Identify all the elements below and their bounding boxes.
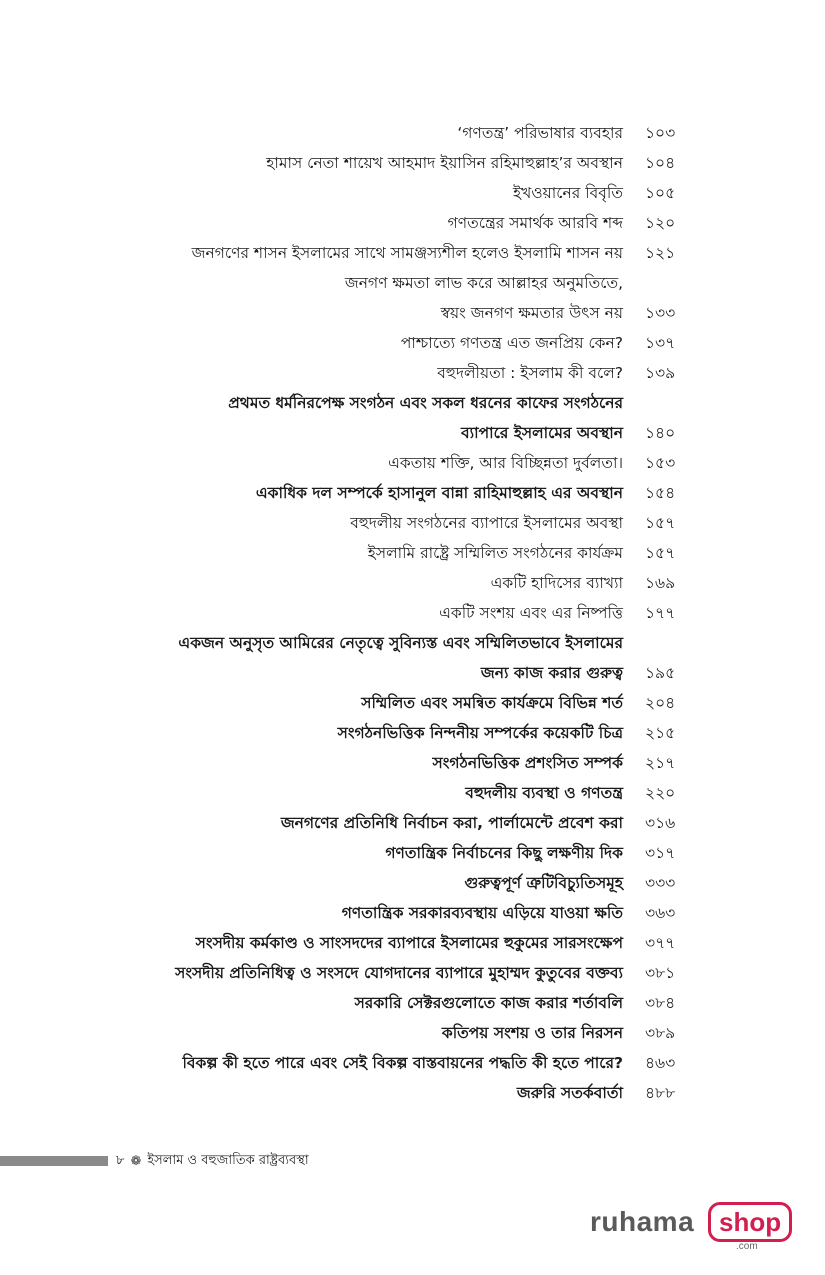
- toc-entry-page: ১৪০: [645, 424, 676, 442]
- toc-entry: [110, 778, 690, 808]
- toc-entry: [110, 748, 690, 778]
- toc-entry: [110, 238, 690, 268]
- toc-entry-page: ২১৭: [645, 754, 676, 772]
- footer-page-number: ৮: [116, 1152, 125, 1168]
- toc-entry-page: ৩১৭: [645, 844, 676, 862]
- toc-entry-title: ব্যাপারে ইসলামের অবস্থান: [461, 424, 623, 442]
- toc-entry-page: ১৬৯: [645, 574, 676, 592]
- toc-entry-title: সম্মিলিত এবং সমন্বিত কার্যক্রমে বিভিন্ন শর্ত: [361, 694, 623, 712]
- toc-entry-page: ৪৮৮: [645, 1084, 676, 1102]
- toc-entry: [110, 388, 690, 418]
- toc-entry-page: ২০৪: [645, 694, 676, 712]
- toc-entry-title: গণতান্ত্রিক সরকারব্যবস্থায় এড়িয়ে যাওয়া ক্ষতি: [341, 904, 623, 922]
- toc-entry: [110, 418, 690, 448]
- toc-entry: [110, 1018, 690, 1048]
- page-footer: [0, 1152, 400, 1170]
- toc-entry-page: ৩৩৩: [645, 874, 676, 892]
- toc-entry: [110, 358, 690, 388]
- toc-entry: [110, 718, 690, 748]
- toc-entry-title: গণতন্ত্রের সমার্থক আরবি শব্দ: [447, 214, 623, 232]
- table-of-contents: [110, 118, 690, 1108]
- toc-entry-page: ৩৬৩: [645, 904, 676, 922]
- toc-entry-page: ১২০: [645, 214, 676, 232]
- toc-entry-page: ২২০: [645, 784, 676, 802]
- toc-entry-title: জনগণের শাসন ইসলামের সাথে সামঞ্জস্যশীল হলেও ইসলামি শাসন নয়: [191, 244, 623, 262]
- toc-entry-page: ১০৩: [645, 124, 676, 142]
- toc-entry: [110, 808, 690, 838]
- toc-entry: [110, 1048, 690, 1078]
- toc-entry-page: ১৭৭: [645, 604, 676, 622]
- toc-entry: [110, 268, 690, 298]
- logo-shop-text: shop: [708, 1202, 792, 1242]
- toc-entry: [110, 838, 690, 868]
- logo-com-text: .com: [736, 1241, 758, 1252]
- toc-entry-page: ১২১: [645, 244, 676, 262]
- toc-entry-title: ইখওয়ানের বিবৃতি: [513, 184, 623, 202]
- toc-entry-title: বহুদলীয়তা : ইসলাম কী বলে?: [437, 364, 623, 382]
- toc-entry-title: সরকারি সেক্টরগুলোতে কাজ করার শর্তাবলি: [354, 994, 623, 1012]
- toc-entry-title: ইসলামি রাষ্ট্রে সম্মিলিত সংগঠনের কার্যক্রম: [367, 544, 623, 562]
- toc-entry-title: সংগঠনভিত্তিক প্রশংসিত সম্পর্ক: [432, 754, 623, 772]
- toc-entry-page: ১৫৭: [645, 544, 676, 562]
- toc-entry: [110, 148, 690, 178]
- toc-entry-title: বিকল্প কী হতে পারে এবং সেই বিকল্প বাস্তবায়নের পদ্ধতি কী হতে পারে?: [182, 1054, 623, 1072]
- toc-entry-page: ৩৭৭: [645, 934, 676, 952]
- toc-entry-title: জরুরি সতর্কবার্তা: [516, 1084, 623, 1102]
- toc-entry: [110, 328, 690, 358]
- toc-entry: [110, 1078, 690, 1108]
- toc-entry-title: একতায় শক্তি, আর বিচ্ছিন্নতা দুর্বলতা।: [388, 454, 623, 472]
- toc-entry-page: ১৩৩: [645, 304, 676, 322]
- toc-entry-title: জনগণের প্রতিনিধি নির্বাচন করা, পার্লামেন্টে প্রবেশ করা: [280, 814, 623, 832]
- toc-entry: [110, 898, 690, 928]
- toc-entry: [110, 988, 690, 1018]
- logo-ruhama-text: ruhama: [590, 1206, 695, 1237]
- toc-entry-page: ১৩৭: [645, 334, 676, 352]
- footer-book-title: ইসলাম ও বহুজাতিক রাষ্ট্রব্যবস্থা: [147, 1152, 309, 1168]
- toc-entry-title: একটি হাদিসের ব্যাখ্যা: [490, 574, 623, 592]
- toc-entry: [110, 868, 690, 898]
- toc-entry: [110, 478, 690, 508]
- toc-entry-title: প্রথমত ধর্মনিরপেক্ষ সংগঠন এবং সকল ধরনের কাফের সংগঠনের: [228, 394, 623, 412]
- toc-entry-title: সংসদীয় প্রতিনিধিত্ব ও সংসদে যোগদানের ব্যাপারে মুহাম্মদ কুতুবের বক্তব্য: [175, 964, 623, 982]
- toc-entry: [110, 208, 690, 238]
- toc-entry: [110, 508, 690, 538]
- toc-entry-page: ১৫৩: [645, 454, 676, 472]
- toc-entry-title: ‘গণতন্ত্র’ পরিভাষার ব্যবহার: [457, 124, 623, 142]
- toc-entry-page: ১৩৯: [645, 364, 676, 382]
- toc-entry: [110, 688, 690, 718]
- toc-entry: [110, 958, 690, 988]
- toc-entry: [110, 928, 690, 958]
- toc-entry-title: সংগঠনভিত্তিক নিন্দনীয় সম্পর্কের কয়েকটি চিত্র: [337, 724, 623, 742]
- toc-entry-page: ১৫৭: [645, 514, 676, 532]
- toc-entry: [110, 298, 690, 328]
- toc-entry: [110, 568, 690, 598]
- toc-entry-title: স্বয়ং জনগণ ক্ষমতার উৎস নয়: [440, 304, 623, 322]
- toc-entry-title: হামাস নেতা শায়েখ আহমাদ ইয়াসিন রহিমাহুল্লাহ’র অবস্থান: [266, 154, 623, 172]
- flower-ornament-icon: ❁: [130, 1153, 142, 1169]
- toc-entry-title: একাধিক দল সম্পর্কে হাসানুল বান্না রাহিমাহুল্লাহ এর অবস্থান: [255, 484, 623, 502]
- toc-entry-title: জনগণ ক্ষমতা লাভ করে আল্লাহর অনুমতিতে,: [344, 274, 623, 292]
- toc-entry-title: গুরুত্বপূর্ণ ত্রুটিবিচ্যুতিসমূহ: [464, 874, 623, 892]
- toc-entry-title: একটি সংশয় এবং এর নিষ্পত্তি: [439, 604, 623, 622]
- footer-bar: [0, 1156, 108, 1166]
- toc-entry-page: ২১৫: [645, 724, 676, 742]
- toc-entry-page: ১০৪: [645, 154, 676, 172]
- toc-entry: [110, 538, 690, 568]
- toc-entry-title: গণতান্ত্রিক নির্বাচনের কিছু লক্ষণীয় দিক: [385, 844, 623, 862]
- toc-entry-title: জন্য কাজ করার গুরুত্ব: [480, 664, 623, 682]
- toc-entry-page: ১৫৪: [645, 484, 676, 502]
- toc-entry-page: ১০৫: [645, 184, 676, 202]
- toc-entry-title: সংসদীয় কর্মকাণ্ড ও সাংসদদের ব্যাপারে ইসলামের হুকুমের সারসংক্ষেপ: [195, 934, 623, 952]
- toc-entry: [110, 118, 690, 148]
- toc-entry-page: ৪৬৩: [645, 1054, 676, 1072]
- toc-entry-title: একজন অনুসৃত আমিরের নেতৃত্বে সুবিন্যস্ত এবং সম্মিলিতভাবে ইসলামের: [178, 634, 623, 652]
- toc-entry: [110, 598, 690, 628]
- toc-entry: [110, 658, 690, 688]
- toc-entry-page: ৩৮৪: [645, 994, 676, 1012]
- toc-entry-title: কতিপয় সংশয় ও তার নিরসন: [441, 1024, 623, 1042]
- ruhamashop-logo: [590, 1200, 780, 1260]
- toc-entry: [110, 628, 690, 658]
- toc-entry-title: বহুদলীয় ব্যবস্থা ও গণতন্ত্র: [465, 784, 623, 802]
- toc-entry: [110, 448, 690, 478]
- toc-entry-page: ৩১৬: [645, 814, 676, 832]
- toc-entry-page: ৩৮৯: [645, 1024, 676, 1042]
- toc-entry: [110, 178, 690, 208]
- toc-entry-page: ৩৮১: [645, 964, 676, 982]
- toc-entry-title: বহুদলীয় সংগঠনের ব্যাপারে ইসলামের অবস্থা: [350, 514, 623, 532]
- toc-entry-title: পাশ্চাত্যে গণতন্ত্র এত জনপ্রিয় কেন?: [400, 334, 623, 352]
- toc-entry-page: ১৯৫: [645, 664, 676, 682]
